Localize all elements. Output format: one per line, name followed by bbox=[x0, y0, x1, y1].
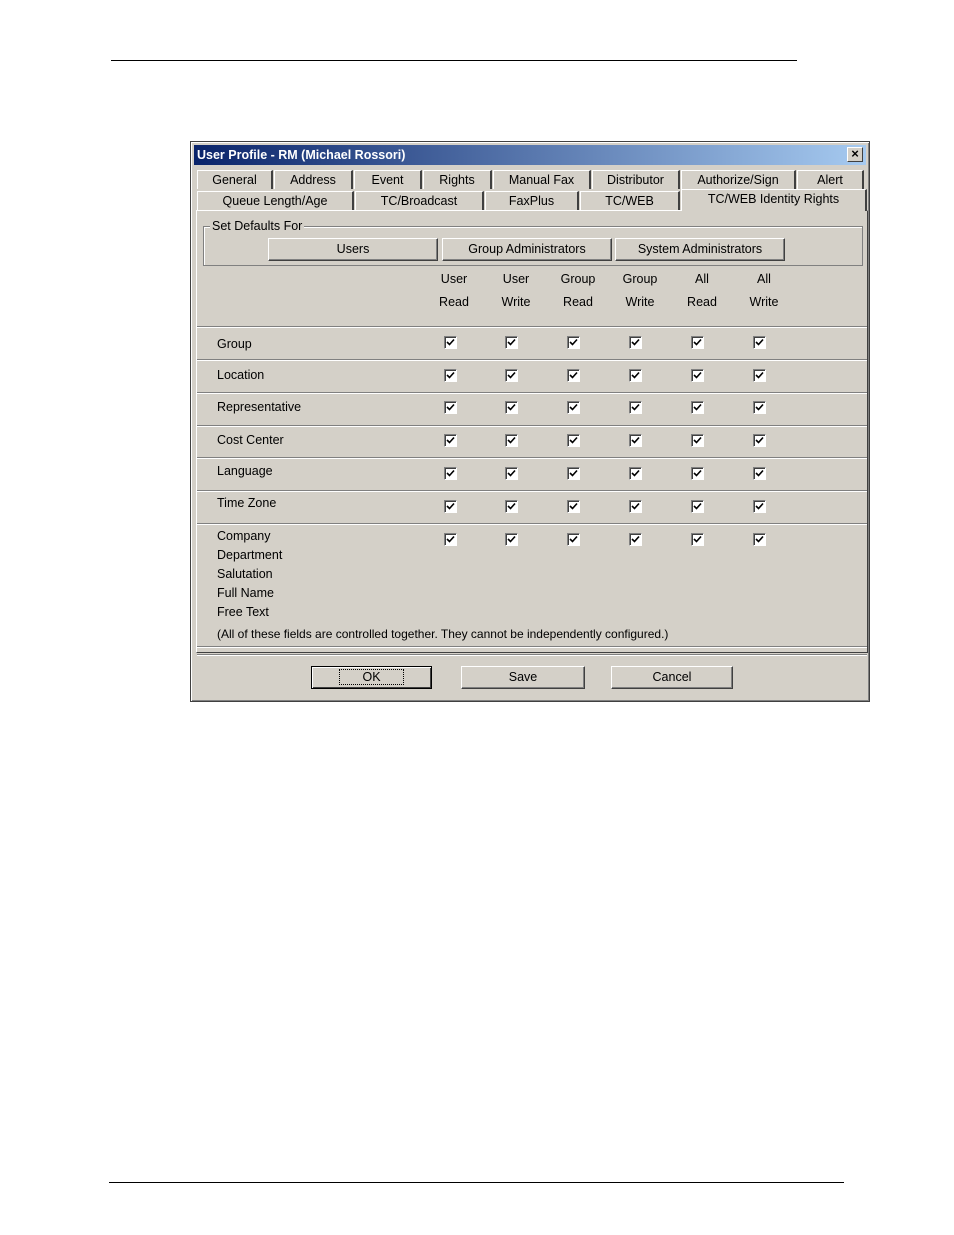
tab-tc-web[interactable]: TC/WEB bbox=[580, 191, 680, 210]
checkbox-representative-all-read[interactable] bbox=[691, 401, 704, 414]
checkbox-representative-user-read[interactable] bbox=[444, 401, 457, 414]
checkbox-cost-center-all-read[interactable] bbox=[691, 434, 704, 447]
tab-event[interactable]: Event bbox=[354, 170, 422, 189]
checkbox-language-all-write[interactable] bbox=[753, 467, 766, 480]
checkbox-location-group-write[interactable] bbox=[629, 369, 642, 382]
checkbox-language-user-read[interactable] bbox=[444, 467, 457, 480]
row-label-language: Language bbox=[217, 464, 273, 478]
checkbox-time-zone-group-write[interactable] bbox=[629, 500, 642, 513]
combined-fields-label bbox=[217, 527, 282, 622]
close-button[interactable] bbox=[847, 147, 863, 162]
combined-fields-note: (All of these fields are controlled together. They cannot be independently configured.) bbox=[217, 627, 669, 641]
checkbox-representative-user-write[interactable] bbox=[505, 401, 518, 414]
tab-general[interactable]: General bbox=[197, 170, 273, 189]
checkbox-group-group-write[interactable] bbox=[629, 336, 642, 349]
checkbox-time-zone-user-read[interactable] bbox=[444, 500, 457, 513]
checkbox-combined-group-read[interactable] bbox=[567, 533, 580, 546]
checkbox-group-user-write[interactable] bbox=[505, 336, 518, 349]
header-rule bbox=[111, 60, 797, 61]
ok-button[interactable]: OK bbox=[311, 666, 432, 689]
field-salutation: Salutation bbox=[217, 567, 273, 581]
tab-queue-length-age[interactable]: Queue Length/Age bbox=[197, 191, 354, 210]
checkbox-group-all-read[interactable] bbox=[691, 336, 704, 349]
row-separator bbox=[197, 457, 867, 459]
checkbox-location-all-read[interactable] bbox=[691, 369, 704, 382]
checkbox-combined-user-write[interactable] bbox=[505, 533, 518, 546]
checkbox-representative-group-write[interactable] bbox=[629, 401, 642, 414]
group-admins-default-button[interactable]: Group Administrators bbox=[442, 238, 612, 261]
users-default-button[interactable]: Users bbox=[268, 238, 438, 261]
checkbox-language-group-read[interactable] bbox=[567, 467, 580, 480]
checkbox-time-zone-all-read[interactable] bbox=[691, 500, 704, 513]
checkbox-time-zone-user-write[interactable] bbox=[505, 500, 518, 513]
system-admins-default-button[interactable]: System Administrators bbox=[615, 238, 785, 261]
tab-alert[interactable]: Alert bbox=[797, 170, 864, 189]
checkbox-location-group-read[interactable] bbox=[567, 369, 580, 382]
checkbox-combined-user-read[interactable] bbox=[444, 533, 457, 546]
checkbox-location-all-write[interactable] bbox=[753, 369, 766, 382]
title-bar bbox=[194, 145, 866, 165]
row-separator bbox=[197, 392, 867, 394]
row-separator bbox=[197, 326, 867, 328]
row-label-representative: Representative bbox=[217, 400, 302, 414]
checkbox-location-user-write[interactable] bbox=[505, 369, 518, 382]
tab-address[interactable]: Address bbox=[274, 170, 353, 189]
row-separator bbox=[197, 523, 867, 525]
checkbox-cost-center-user-write[interactable] bbox=[505, 434, 518, 447]
checkbox-time-zone-all-write[interactable] bbox=[753, 500, 766, 513]
row-label-time-zone: Time Zone bbox=[217, 496, 277, 510]
checkbox-combined-group-write[interactable] bbox=[629, 533, 642, 546]
checkbox-language-all-read[interactable] bbox=[691, 467, 704, 480]
column-header-user-write: User Write bbox=[501, 272, 531, 309]
row-separator bbox=[197, 646, 867, 648]
field-company: Company bbox=[217, 529, 271, 543]
tab-rights[interactable]: Rights bbox=[423, 170, 492, 189]
tab-authorize-sign[interactable]: Authorize/Sign bbox=[681, 170, 796, 189]
cancel-button[interactable]: Cancel bbox=[611, 666, 733, 689]
checkbox-location-user-read[interactable] bbox=[444, 369, 457, 382]
tab-faxplus[interactable]: FaxPlus bbox=[485, 191, 579, 210]
tab-tc-broadcast[interactable]: TC/Broadcast bbox=[355, 191, 484, 210]
set-defaults-legend: Set Defaults For bbox=[212, 219, 303, 233]
checkbox-cost-center-user-read[interactable] bbox=[444, 434, 457, 447]
column-header-all-write: All Write bbox=[749, 272, 779, 309]
checkbox-representative-group-read[interactable] bbox=[567, 401, 580, 414]
footer-separator bbox=[197, 654, 867, 656]
footer-rule bbox=[109, 1182, 844, 1183]
checkbox-group-user-read[interactable] bbox=[444, 336, 457, 349]
close-icon: × bbox=[851, 146, 859, 161]
row-separator bbox=[197, 359, 867, 361]
column-header-group-read: Group Read bbox=[560, 272, 596, 309]
save-button[interactable]: Save bbox=[461, 666, 585, 689]
checkbox-cost-center-group-read[interactable] bbox=[567, 434, 580, 447]
checkbox-cost-center-all-write[interactable] bbox=[753, 434, 766, 447]
column-header-all-read: All Read bbox=[687, 272, 717, 309]
row-separator bbox=[197, 425, 867, 427]
row-label-group: Group bbox=[217, 337, 252, 351]
tab-manual-fax[interactable]: Manual Fax bbox=[493, 170, 591, 189]
row-label-location: Location bbox=[217, 368, 265, 382]
checkbox-time-zone-group-read[interactable] bbox=[567, 500, 580, 513]
tab-distributor[interactable]: Distributor bbox=[592, 170, 680, 189]
row-separator bbox=[197, 490, 867, 492]
checkbox-group-all-write[interactable] bbox=[753, 336, 766, 349]
field-free-text: Free Text bbox=[217, 605, 269, 619]
row-label-cost-center: Cost Center bbox=[217, 433, 284, 447]
checkbox-group-group-read[interactable] bbox=[567, 336, 580, 349]
checkbox-combined-all-read[interactable] bbox=[691, 533, 704, 546]
column-header-group-write: Group Write bbox=[622, 272, 658, 309]
field-full-name: Full Name bbox=[217, 586, 274, 600]
checkbox-representative-all-write[interactable] bbox=[753, 401, 766, 414]
checkbox-combined-all-write[interactable] bbox=[753, 533, 766, 546]
column-header-user-read: User Read bbox=[439, 272, 469, 309]
field-department: Department bbox=[217, 548, 283, 562]
checkbox-language-group-write[interactable] bbox=[629, 467, 642, 480]
window-title: User Profile - RM (Michael Rossori) bbox=[197, 148, 406, 162]
checkbox-cost-center-group-write[interactable] bbox=[629, 434, 642, 447]
tab-tc-web-identity-rights[interactable]: TC/WEB Identity Rights bbox=[681, 189, 867, 211]
checkbox-language-user-write[interactable] bbox=[505, 467, 518, 480]
